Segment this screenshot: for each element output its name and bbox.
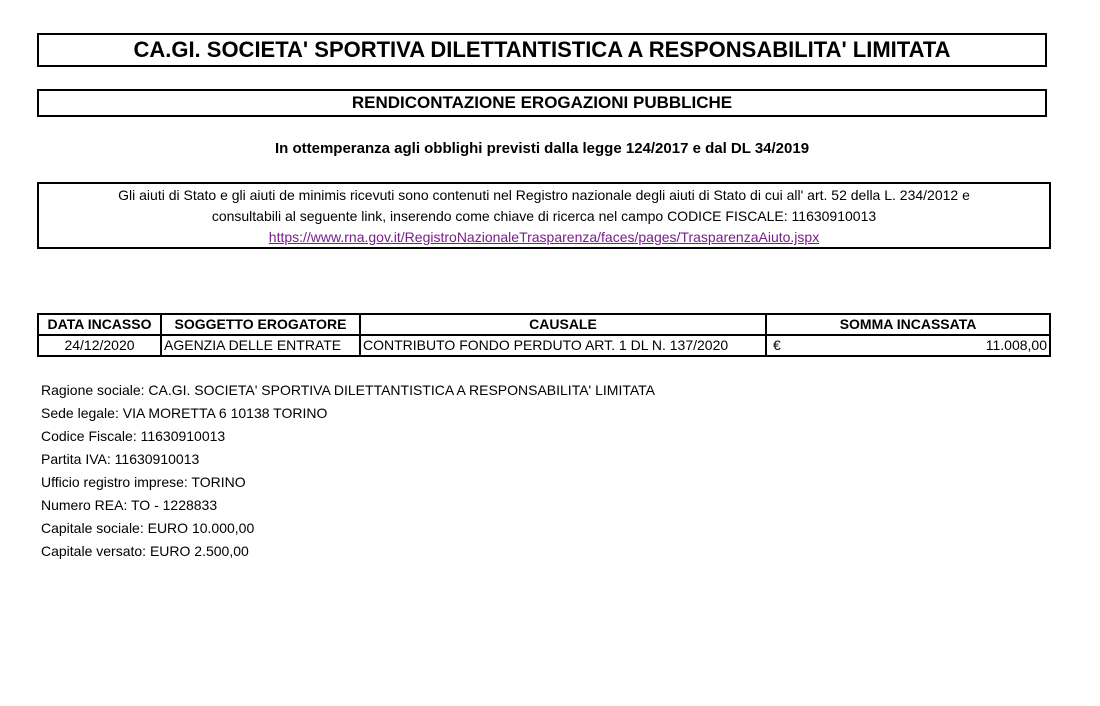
law-reference: In ottemperanza agli obblighi previsti dalla legge 124/2017 e dal DL 34/2019 [274, 140, 810, 157]
detail-partita-iva: Partita IVA: 11630910013 [41, 451, 200, 467]
document-subtitle: RENDICONTAZIONE EROGAZIONI PUBBLICHE [37, 89, 1047, 117]
detail-capitale-versato: Capitale versato: EURO 2.500,00 [41, 543, 249, 559]
rna-registry-link[interactable]: https://www.rna.gov.it/RegistroNazionaleTrasparenza/faces/pages/TrasparenzaAiuto.jspx [268, 229, 820, 245]
info-line-2: consultabili al seguente link, inserendo come chiave di ricerca nel campo CODICE FISCALE: 11630910013 [211, 208, 877, 224]
info-line-1: Gli aiuti di Stato e gli aiuti de minimis ricevuti sono contenuti nel Registro nazionale degli aiuti di Stato di cui all' art. 52 della L. 234/2012 e [118, 187, 970, 203]
cell-soggetto-erogatore: AGENZIA DELLE ENTRATE [161, 335, 360, 356]
currency-symbol: € [773, 337, 781, 353]
document-title: CA.GI. SOCIETA' SPORTIVA DILETTANTISTICA A RESPONSABILITA' LIMITATA [37, 33, 1047, 67]
detail-ragione-sociale: Ragione sociale: CA.GI. SOCIETA' SPORTIVA DILETTANTISTICA A RESPONSABILITA' LIMITATA [41, 382, 656, 398]
table-row [38, 335, 1050, 356]
grants-table [37, 313, 1051, 357]
detail-numero-rea: Numero REA: TO - 1228833 [41, 497, 218, 513]
detail-codice-fiscale: Codice Fiscale: 11630910013 [41, 428, 226, 444]
info-box [37, 182, 1051, 249]
detail-capitale-sociale: Capitale sociale: EURO 10.000,00 [41, 520, 255, 536]
cell-data-incasso: 24/12/2020 [38, 335, 161, 356]
table-header-row [38, 314, 1050, 335]
header-soggetto-erogatore: SOGGETTO EROGATORE [161, 314, 360, 335]
header-data-incasso: DATA INCASSO [38, 314, 161, 335]
amount-value: 11.008,00 [985, 337, 1047, 353]
header-somma-incassata: SOMMA INCASSATA [766, 314, 1050, 335]
cell-somma-incassata [766, 335, 1050, 356]
cell-causale: CONTRIBUTO FONDO PERDUTO ART. 1 DL N. 137/2020 [360, 335, 766, 356]
company-details [41, 379, 655, 563]
header-causale: CAUSALE [360, 314, 766, 335]
detail-sede-legale: Sede legale: VIA MORETTA 6 10138 TORINO [41, 405, 328, 421]
detail-ufficio-registro: Ufficio registro imprese: TORINO [41, 474, 246, 490]
